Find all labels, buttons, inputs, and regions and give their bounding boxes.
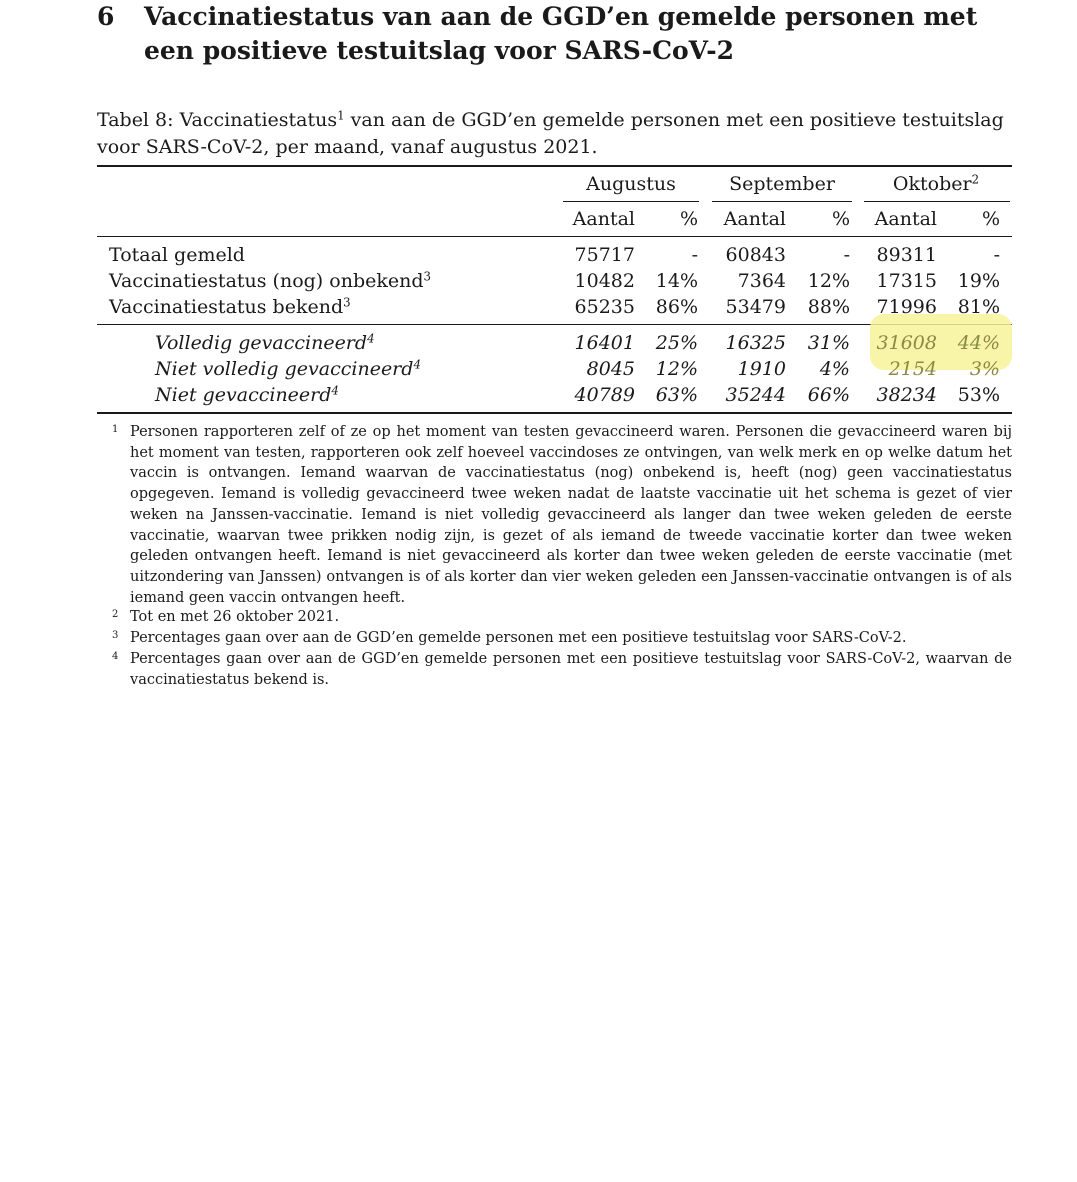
table-cell: 14%: [655, 270, 698, 292]
footnote-mark: 2: [112, 609, 119, 620]
table-cell: 75717: [574, 244, 635, 266]
table-cell: 38234: [876, 384, 937, 406]
table-cell: 88%: [807, 296, 850, 318]
table-cell: 16325: [725, 332, 786, 354]
table-cell: 7364: [737, 270, 786, 292]
table-cell: -: [993, 244, 1000, 266]
row-label: Totaal gemeld: [109, 244, 245, 266]
table-cell: 1910: [737, 358, 786, 380]
table-cell: 17315: [876, 270, 937, 292]
table-cell-highlighted: 3%: [969, 358, 1000, 380]
table-cell: 12%: [655, 358, 698, 380]
table-cell: 40789: [574, 384, 635, 406]
table-cell: 25%: [655, 332, 698, 354]
table-cell: 31%: [807, 332, 850, 354]
table-cell-highlighted: 2154: [888, 358, 937, 380]
footnote-mark: 3: [112, 630, 119, 641]
caption-footnote-mark: 1: [337, 108, 345, 123]
month-header: Oktober$^2$: [892, 172, 980, 195]
footnote-text: Percentages gaan over aan de GGD’en gemelde personen met een positieve testuitslag voor SARS-CoV-2, waarvan de vaccinatiestatus bekend is.: [130, 651, 1012, 688]
month-header: September: [729, 173, 835, 195]
footnote-mark: 4: [112, 651, 119, 662]
table-caption: [97, 107, 1012, 161]
section-title: Vaccinatiestatus van aan de GGD’en gemelde personen met een positieve testuitslag voor SARS-CoV-2: [144, 2, 978, 65]
table-cell: -: [843, 244, 850, 266]
table-cell: 10482: [574, 270, 635, 292]
table-cell: 53479: [725, 296, 786, 318]
footnote-mark: 1: [112, 424, 119, 435]
row-label: Niet gevaccineerd$^4$: [155, 383, 339, 406]
row-label: Vaccinatiestatus (nog) onbekend$^3$: [109, 269, 432, 292]
subheader-pct: %: [831, 208, 850, 230]
table-cell: 4%: [819, 358, 850, 380]
table-cell: 81%: [957, 296, 1000, 318]
row-label: Vaccinatiestatus bekend$^3$: [109, 295, 351, 318]
subheader-pct: %: [981, 208, 1000, 230]
table-cell: 35244: [725, 384, 786, 406]
table-top-rule: [97, 165, 1012, 167]
table-cell: 60843: [725, 244, 786, 266]
section-number: 6: [97, 2, 115, 31]
table-bottom-rule: [97, 412, 1012, 414]
table-cell: 66%: [807, 384, 850, 406]
month-header: Augustus: [586, 173, 676, 195]
footnote-text: Tot en met 26 oktober 2021.: [130, 609, 340, 625]
row-label: Volledig gevaccineerd$^4$: [155, 331, 375, 354]
subheader-count: Aantal: [723, 208, 786, 230]
row-label: Niet volledig gevaccineerd$^4$: [155, 357, 421, 380]
table-cell-highlighted: 31608: [876, 332, 937, 354]
subheader-count: Aantal: [874, 208, 937, 230]
table-cell: -: [691, 244, 698, 266]
table-cell: 63%: [655, 384, 698, 406]
table-cell: 16401: [574, 332, 635, 354]
month-underline-augustus: [563, 201, 699, 202]
month-underline-september: [712, 201, 852, 202]
month-underline-oktober: [864, 201, 1010, 202]
footnote-text: Personen rapporteren zelf of ze op het moment van testen gevaccineerd waren. Personen die gevaccineerd waren bij het moment van testen, rapporteren ook zelf hoeveel vaccindoses ze ontvingen, van welk merk en op welke datum het vaccin is ontvangen. Iemand waarvan de vaccinatiestatus (nog) onbekend is, heeft (nog) geen vaccinatiestatus opgegeven. Iemand is volledig gevaccineerd twee weken nadat de laatste vaccinatie uit het schema is gezet of vier weken na Janssen-vaccinatie. Iemand is niet volledig gevaccineerd als langer dan twee weken geleden de eerste vaccinatie, waarvan twee prikken nodig zijn, is gezet of als iemand de tweede vaccinatie korter dan twee weken geleden ontvangen heeft. Iemand is niet gevaccineerd als korter dan twee weken geleden de eerste vaccinatie (met uitzondering van Janssen) ontvangen is of als korter dan vier weken geleden een Janssen-vaccinatie ontvangen is of als iemand geen vaccin ontvangen heeft.: [130, 424, 1012, 606]
caption-rest: van aan de GGD’en gemelde personen met een positieve testuitslag voor SARS-CoV-2, per maand, vanaf augustus 2021.: [97, 109, 1004, 158]
table-cell-highlighted: 44%: [957, 332, 1000, 354]
caption-prefix: Tabel 8: Vaccinatiestatus: [97, 109, 338, 131]
table-cell: 86%: [655, 296, 698, 318]
table-cell: 19%: [957, 270, 1000, 292]
table-cell: 65235: [574, 296, 635, 318]
table-cell: 89311: [876, 244, 937, 266]
table-cell: 12%: [807, 270, 850, 292]
table-cell: 8045: [586, 358, 635, 380]
table-cell: 53%: [957, 384, 1000, 406]
header-bottom-rule: [97, 236, 1012, 237]
table-cell: 71996: [876, 296, 937, 318]
subheader-count: Aantal: [572, 208, 635, 230]
footnote-text: Percentages gaan over aan de GGD’en gemelde personen met een positieve testuitslag voor SARS-CoV-2.: [130, 630, 907, 646]
subheader-pct: %: [679, 208, 698, 230]
